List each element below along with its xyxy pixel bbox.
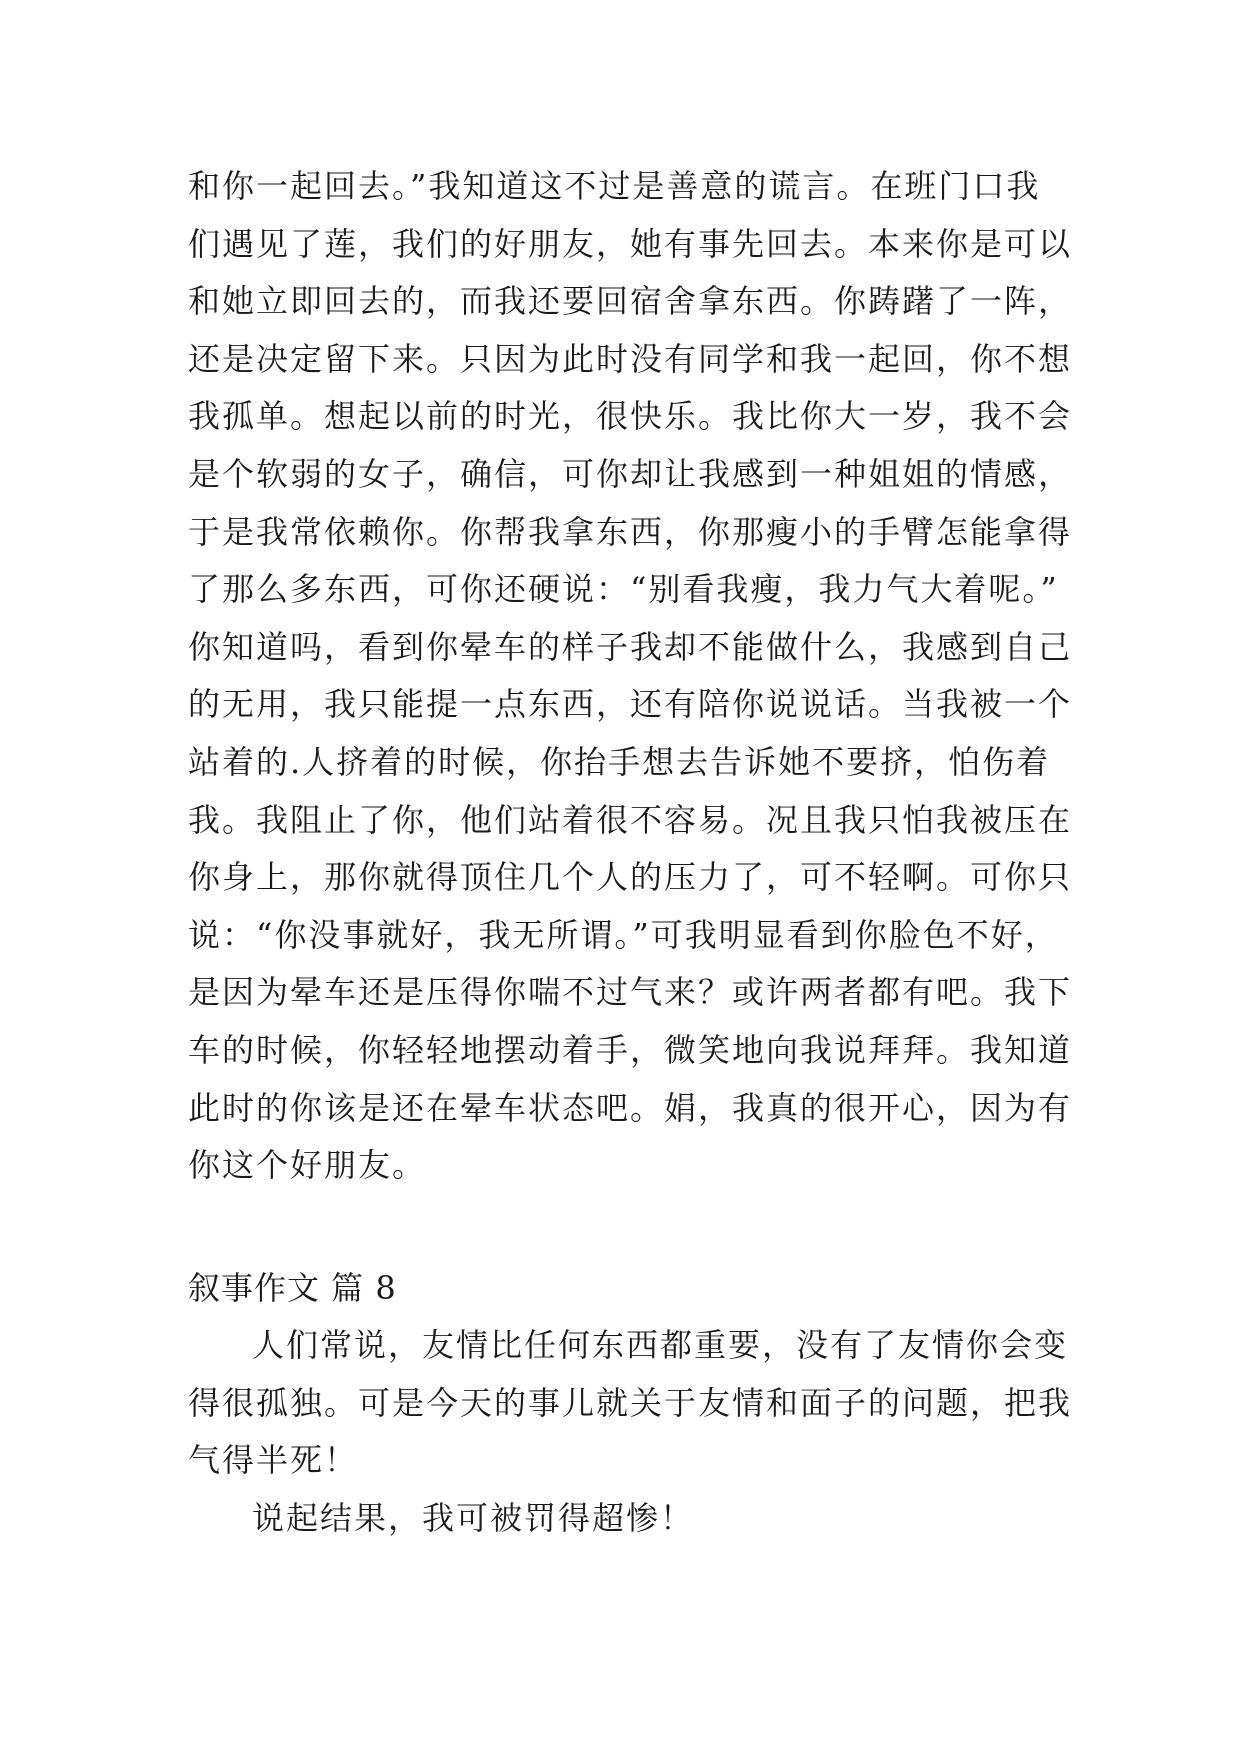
continued-paragraph [188, 158, 1073, 1195]
paragraph-three [188, 1490, 1068, 1548]
text-line: 了那么多东西，可你还硬说：“别看我瘦，我力气大着呢。” [188, 570, 1059, 609]
text-line: 的无用，我只能提一点东西，还有陪你说说话。当我被一个 [188, 685, 1073, 724]
text-line: 说起结果，我可被罚得超惨！ [252, 1499, 695, 1537]
text-line: 是因为晕车还是压得你喘不过气来？或许两者都有吧。我下 [188, 973, 1073, 1012]
text-line: 人们常说，友情比任何东西都重要，没有了友情你会变 [252, 1326, 1069, 1364]
text-line: 我孤单。想起以前的时光，很快乐。我比你大一岁，我不会 [188, 397, 1073, 436]
text-line: 是个软弱的女子，确信，可你却让我感到一种姐姐的情感， [188, 454, 1073, 493]
text-line: 气得半死！ [188, 1441, 359, 1480]
text-line: 得很孤独。可是今天的事儿就关于友情和面子的问题，把我 [188, 1383, 1073, 1422]
section-title: 叙事作文 篇 8 [188, 1269, 397, 1307]
text-line: 于是我常依赖你。你帮我拿东西，你那瘦小的手臂怎能拿得 [188, 512, 1073, 551]
text-line: 你知道吗，看到你晕车的样子我却不能做什么，我感到自己 [188, 627, 1073, 666]
text-line: 还是决定留下来。只因为此时没有同学和我一起回，你不想 [188, 339, 1073, 378]
text-line: 你身上，那你就得顶住几个人的压力了，可不轻啊。可你只 [188, 858, 1073, 897]
text-line: 和你一起回去。”我知道这不过是善意的谎言。在班门口我 [188, 167, 1041, 205]
text-line: 车的时候，你轻轻地摆动着手，微笑地向我说拜拜。我知道 [188, 1030, 1073, 1069]
text-line: 你这个好朋友。 [188, 1146, 427, 1185]
text-line: 和她立即回去的，而我还要回宿舍拿东西。你踌躇了一阵， [188, 282, 1073, 321]
text-line: 站着的.人挤着的时候，你抬手想去告诉她不要挤，怕伤着 [188, 742, 1051, 781]
paragraph-two [188, 1317, 1073, 1490]
text-line: 说：“你没事就好，我无所谓。”可我明显看到你脸色不好， [188, 915, 1059, 954]
text-line: 们遇见了莲，我们的好朋友，她有事先回去。本来你是可以 [188, 224, 1073, 263]
text-line: 我。我阻止了你，他们站着很不容易。况且我只怕我被压在 [188, 800, 1073, 839]
text-line: 此时的你该是还在晕车状态吧。娟，我真的很开心，因为有 [188, 1088, 1073, 1127]
